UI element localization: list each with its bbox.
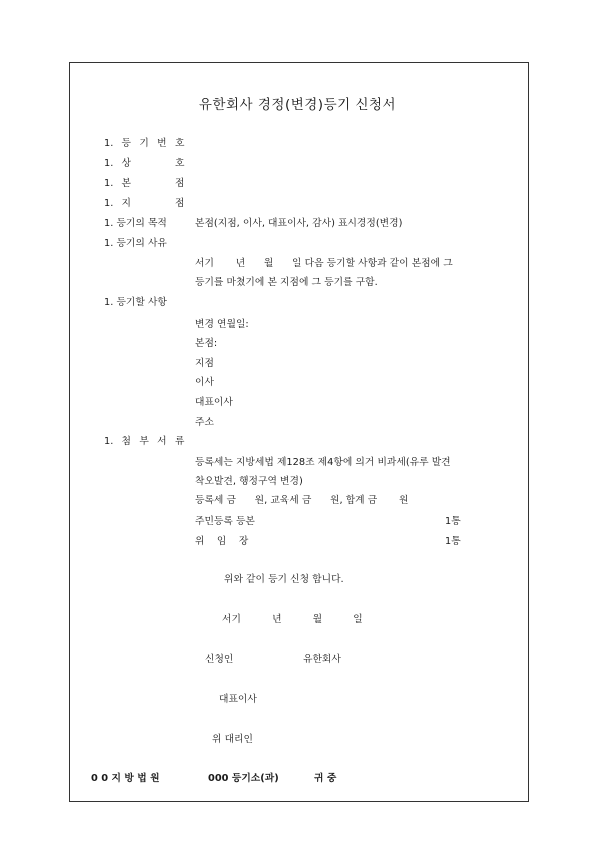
closing-date: 서기 년 월 일	[222, 614, 363, 625]
item-trade-name: 1. 상 호	[104, 158, 185, 169]
item-reason-line-1: 서기 년 월 일 다음 등기할 사항과 같이 본점에 그	[195, 258, 453, 269]
item-registration-number: 1. 등 기 번 호	[104, 138, 185, 149]
attachments-tax-line-2: 착오발견, 행정구역 변경)	[195, 476, 303, 487]
item-matters-label: 1. 등기할 사항	[104, 297, 167, 308]
matters-branch: 지점	[195, 358, 214, 369]
attachments-resident-doc: 주민등록 등본	[195, 516, 255, 527]
item-purpose-value: 본점(지점, 이사, 대표이사, 감사) 표시경정(변경)	[195, 218, 403, 229]
item-purpose-label: 1. 등기의 목적	[104, 218, 167, 229]
item-reason-label: 1. 등기의 사유	[104, 238, 167, 249]
matters-representative-director: 대표이사	[195, 397, 233, 408]
matters-change-date: 변경 연월일:	[195, 319, 249, 330]
footer-registry: 000 등기소(과)	[208, 773, 279, 784]
closing-statement: 위와 같이 등기 신청 합니다.	[224, 574, 344, 585]
matters-address: 주소	[195, 417, 214, 428]
document-frame	[69, 62, 529, 802]
matters-director: 이사	[195, 377, 214, 388]
applicant-label: 신청인	[205, 654, 234, 665]
attachments-tax-line-1: 등록세는 지방세법 제128조 제4항에 의거 비과세(유루 발견	[195, 457, 451, 468]
attachments-delegation: 위 임 장	[195, 536, 249, 547]
footer-court: 0 0 지 방 법 원	[91, 773, 160, 784]
attachments-fee-line: 등록세 금 원, 교육세 금 원, 합계 금 원	[195, 495, 409, 506]
item-attachments: 1. 첨 부 서 류	[104, 436, 185, 447]
document-title: 유한회사 경정(변경)등기 신청서	[198, 97, 397, 113]
attachments-resident-count: 1통	[445, 516, 461, 527]
applicant-agent: 위 대리인	[212, 734, 253, 745]
item-head-office: 1. 본 점	[104, 178, 185, 189]
item-branch: 1. 지 점	[104, 198, 185, 209]
applicant-company: 유한회사	[303, 654, 341, 665]
matters-head-office: 본점:	[195, 338, 218, 349]
footer-addressee: 귀 중	[314, 773, 337, 784]
attachments-delegation-count: 1통	[445, 536, 461, 547]
applicant-representative: 대표이사	[219, 694, 257, 705]
item-reason-line-2: 등기를 마쳤기에 본 지점에 그 등기를 구함.	[195, 277, 378, 288]
